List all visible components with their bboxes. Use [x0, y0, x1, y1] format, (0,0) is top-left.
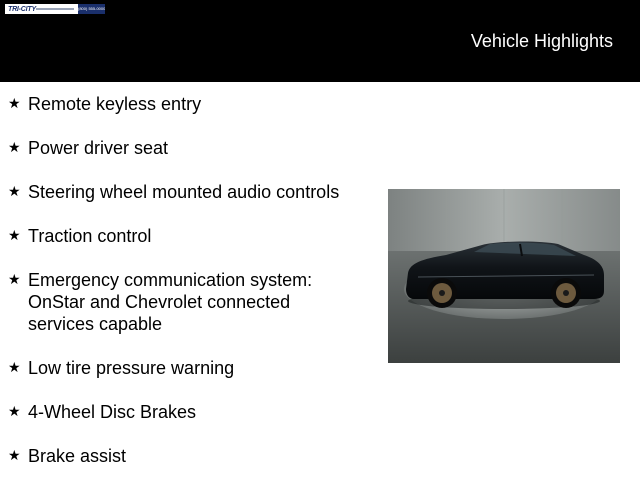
- star-icon: ★: [8, 360, 21, 376]
- list-item: [8, 181, 368, 203]
- highlights-list: [8, 93, 368, 489]
- list-item: [8, 357, 368, 379]
- highlight-text: Steering wheel mounted audio controls: [28, 182, 340, 202]
- dealer-logo: [5, 4, 105, 14]
- highlight-text: Remote keyless entry: [28, 94, 202, 114]
- list-item: [8, 137, 368, 159]
- highlight-text: Low tire pressure warning: [28, 358, 235, 378]
- highlight-text: Emergency communication system: OnStar and Chevrolet connected services capable: [28, 270, 313, 334]
- list-item: [8, 401, 368, 423]
- logo-divider: [36, 8, 74, 10]
- highlight-text: Traction control: [28, 226, 152, 246]
- header-bar: [0, 0, 640, 82]
- list-item: [8, 225, 368, 247]
- vehicle-photo: [388, 189, 620, 363]
- highlight-text: 4-Wheel Disc Brakes: [28, 402, 197, 422]
- star-icon: ★: [8, 228, 21, 244]
- star-icon: ★: [8, 272, 21, 288]
- list-item: [8, 445, 368, 467]
- rear-wheel: [551, 278, 581, 308]
- star-icon: ★: [8, 404, 21, 420]
- star-icon: ★: [8, 448, 21, 464]
- highlight-text: Power driver seat: [28, 138, 169, 158]
- list-item: [8, 269, 368, 335]
- front-wheel: [427, 278, 457, 308]
- logo-phone-text: (800) 555-0000: [78, 4, 105, 14]
- star-icon: ★: [8, 184, 21, 200]
- list-item: [8, 93, 368, 115]
- star-icon: ★: [8, 96, 21, 112]
- logo-brand-text: TRI-CITY: [8, 5, 36, 13]
- page-title: Vehicle Highlights: [470, 31, 613, 51]
- highlight-text: Brake assist: [28, 446, 127, 466]
- star-icon: ★: [8, 140, 21, 156]
